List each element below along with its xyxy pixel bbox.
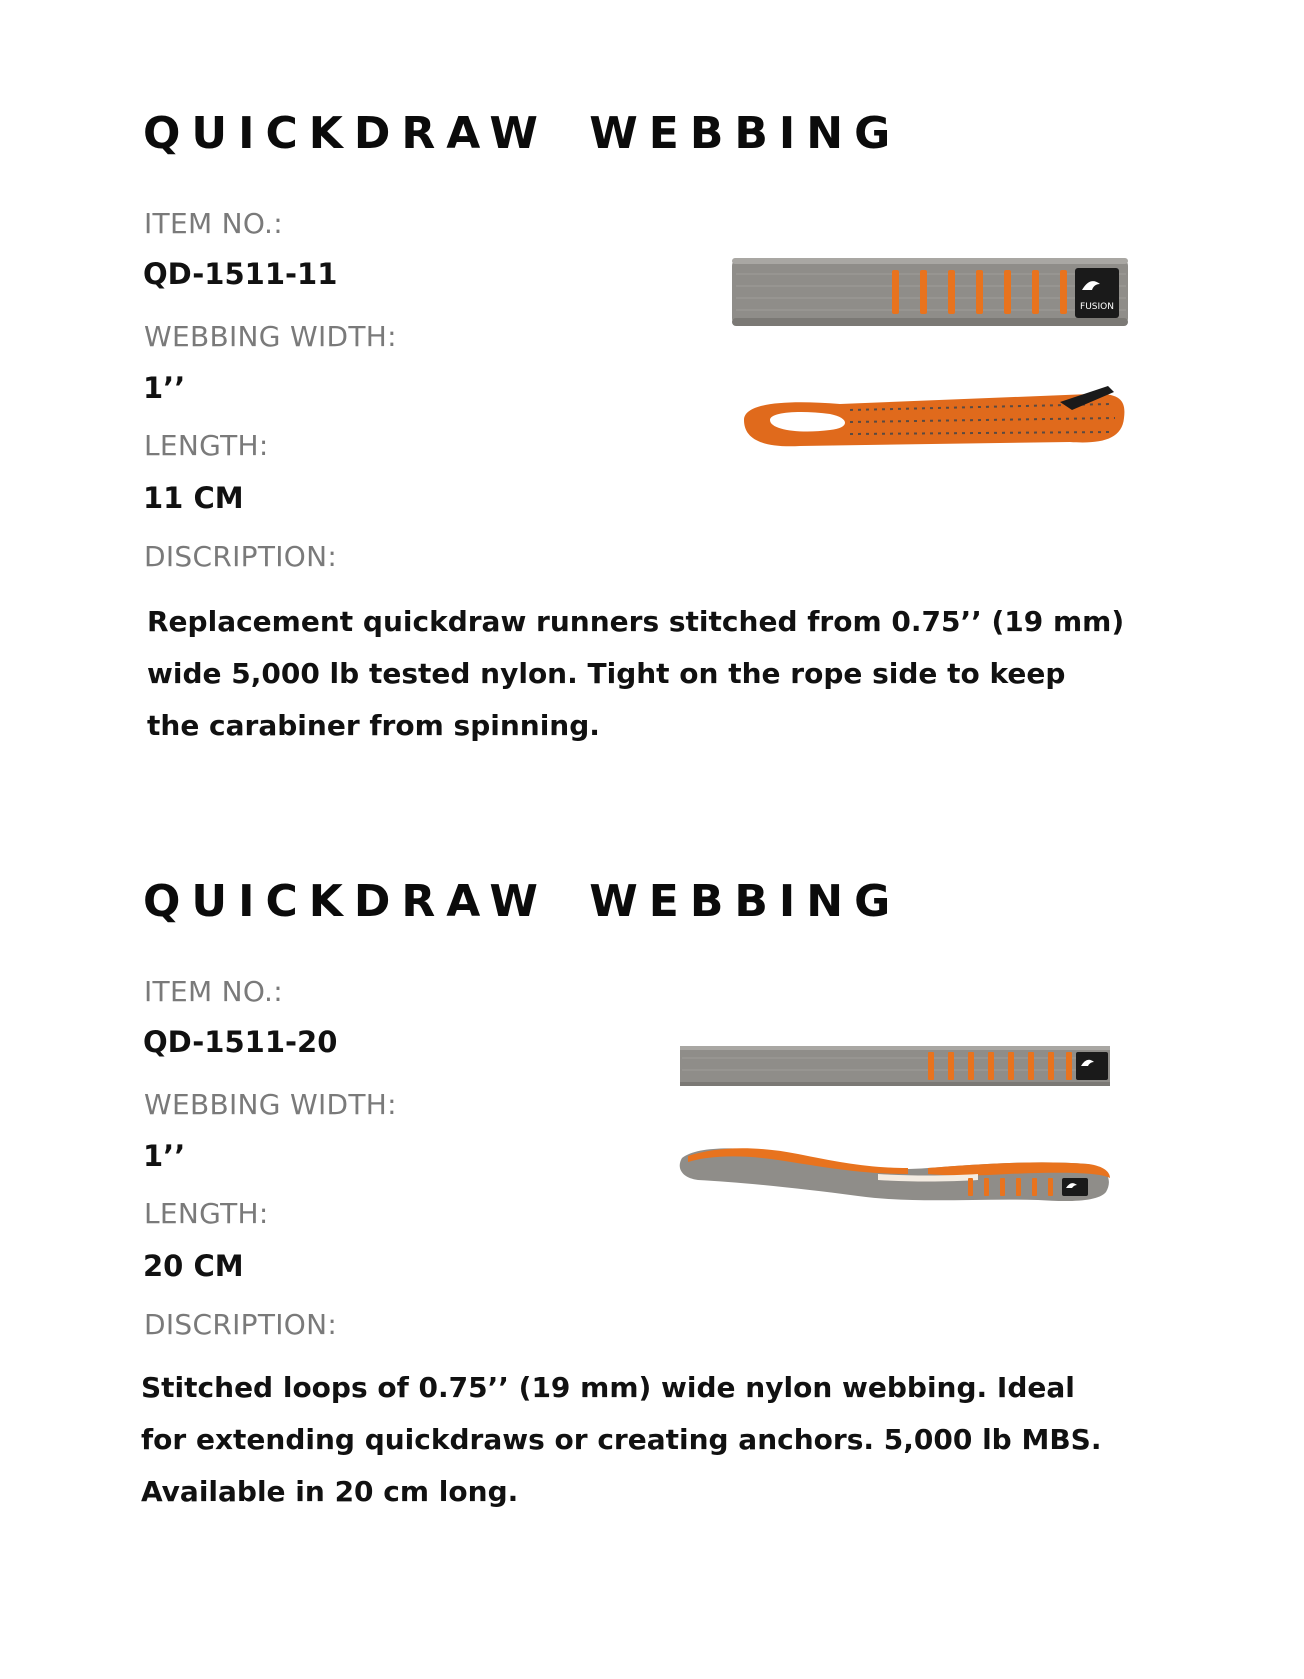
length-value: 20 CM: [143, 1249, 244, 1283]
webbing-width-label: WEBBING WIDTH:: [144, 320, 397, 353]
description-label: DISCRIPTION:: [144, 540, 338, 573]
webbing-flat-photo: [678, 1040, 1114, 1092]
webbing-width-label: WEBBING WIDTH:: [144, 1088, 397, 1121]
item-number-label: ITEM NO.:: [144, 207, 283, 240]
webbing-flat-photo: [730, 254, 1130, 330]
webbing-loop-photo: [730, 380, 1130, 460]
description-text: Stitched loops of 0.75’’ (19 mm) wide nylon webbing. Ideal for extending quickdraws or creating anchors. 5,000 lb MBS. Available in 20 cm long.: [141, 1371, 1102, 1508]
description-text: Replacement quickdraw runners stitched from 0.75’’ (19 mm) wide 5,000 lb tested nylon. Tight on the rope side to keep the carabiner from spinning.: [147, 605, 1125, 742]
item-number-value: QD-1511-11: [143, 257, 338, 291]
description-label: DISCRIPTION:: [144, 1308, 338, 1341]
length-label: LENGTH:: [144, 429, 269, 462]
product-title: QUICKDRAW WEBBING: [143, 108, 902, 159]
webbing-loop-photo: [678, 1138, 1114, 1208]
length-value: 11 CM: [143, 481, 244, 515]
fusion-tag: [1062, 1178, 1088, 1196]
item-number-label: ITEM NO.:: [144, 975, 283, 1008]
length-label: LENGTH:: [144, 1197, 269, 1230]
product-title: QUICKDRAW WEBBING: [143, 876, 902, 927]
webbing-width-value: 1’’: [143, 1139, 186, 1173]
item-number-value: QD-1511-20: [143, 1025, 338, 1059]
fusion-tag: [1076, 1052, 1108, 1080]
webbing-width-value: 1’’: [143, 371, 186, 405]
fusion-logo-text: FUSION: [1080, 302, 1114, 312]
